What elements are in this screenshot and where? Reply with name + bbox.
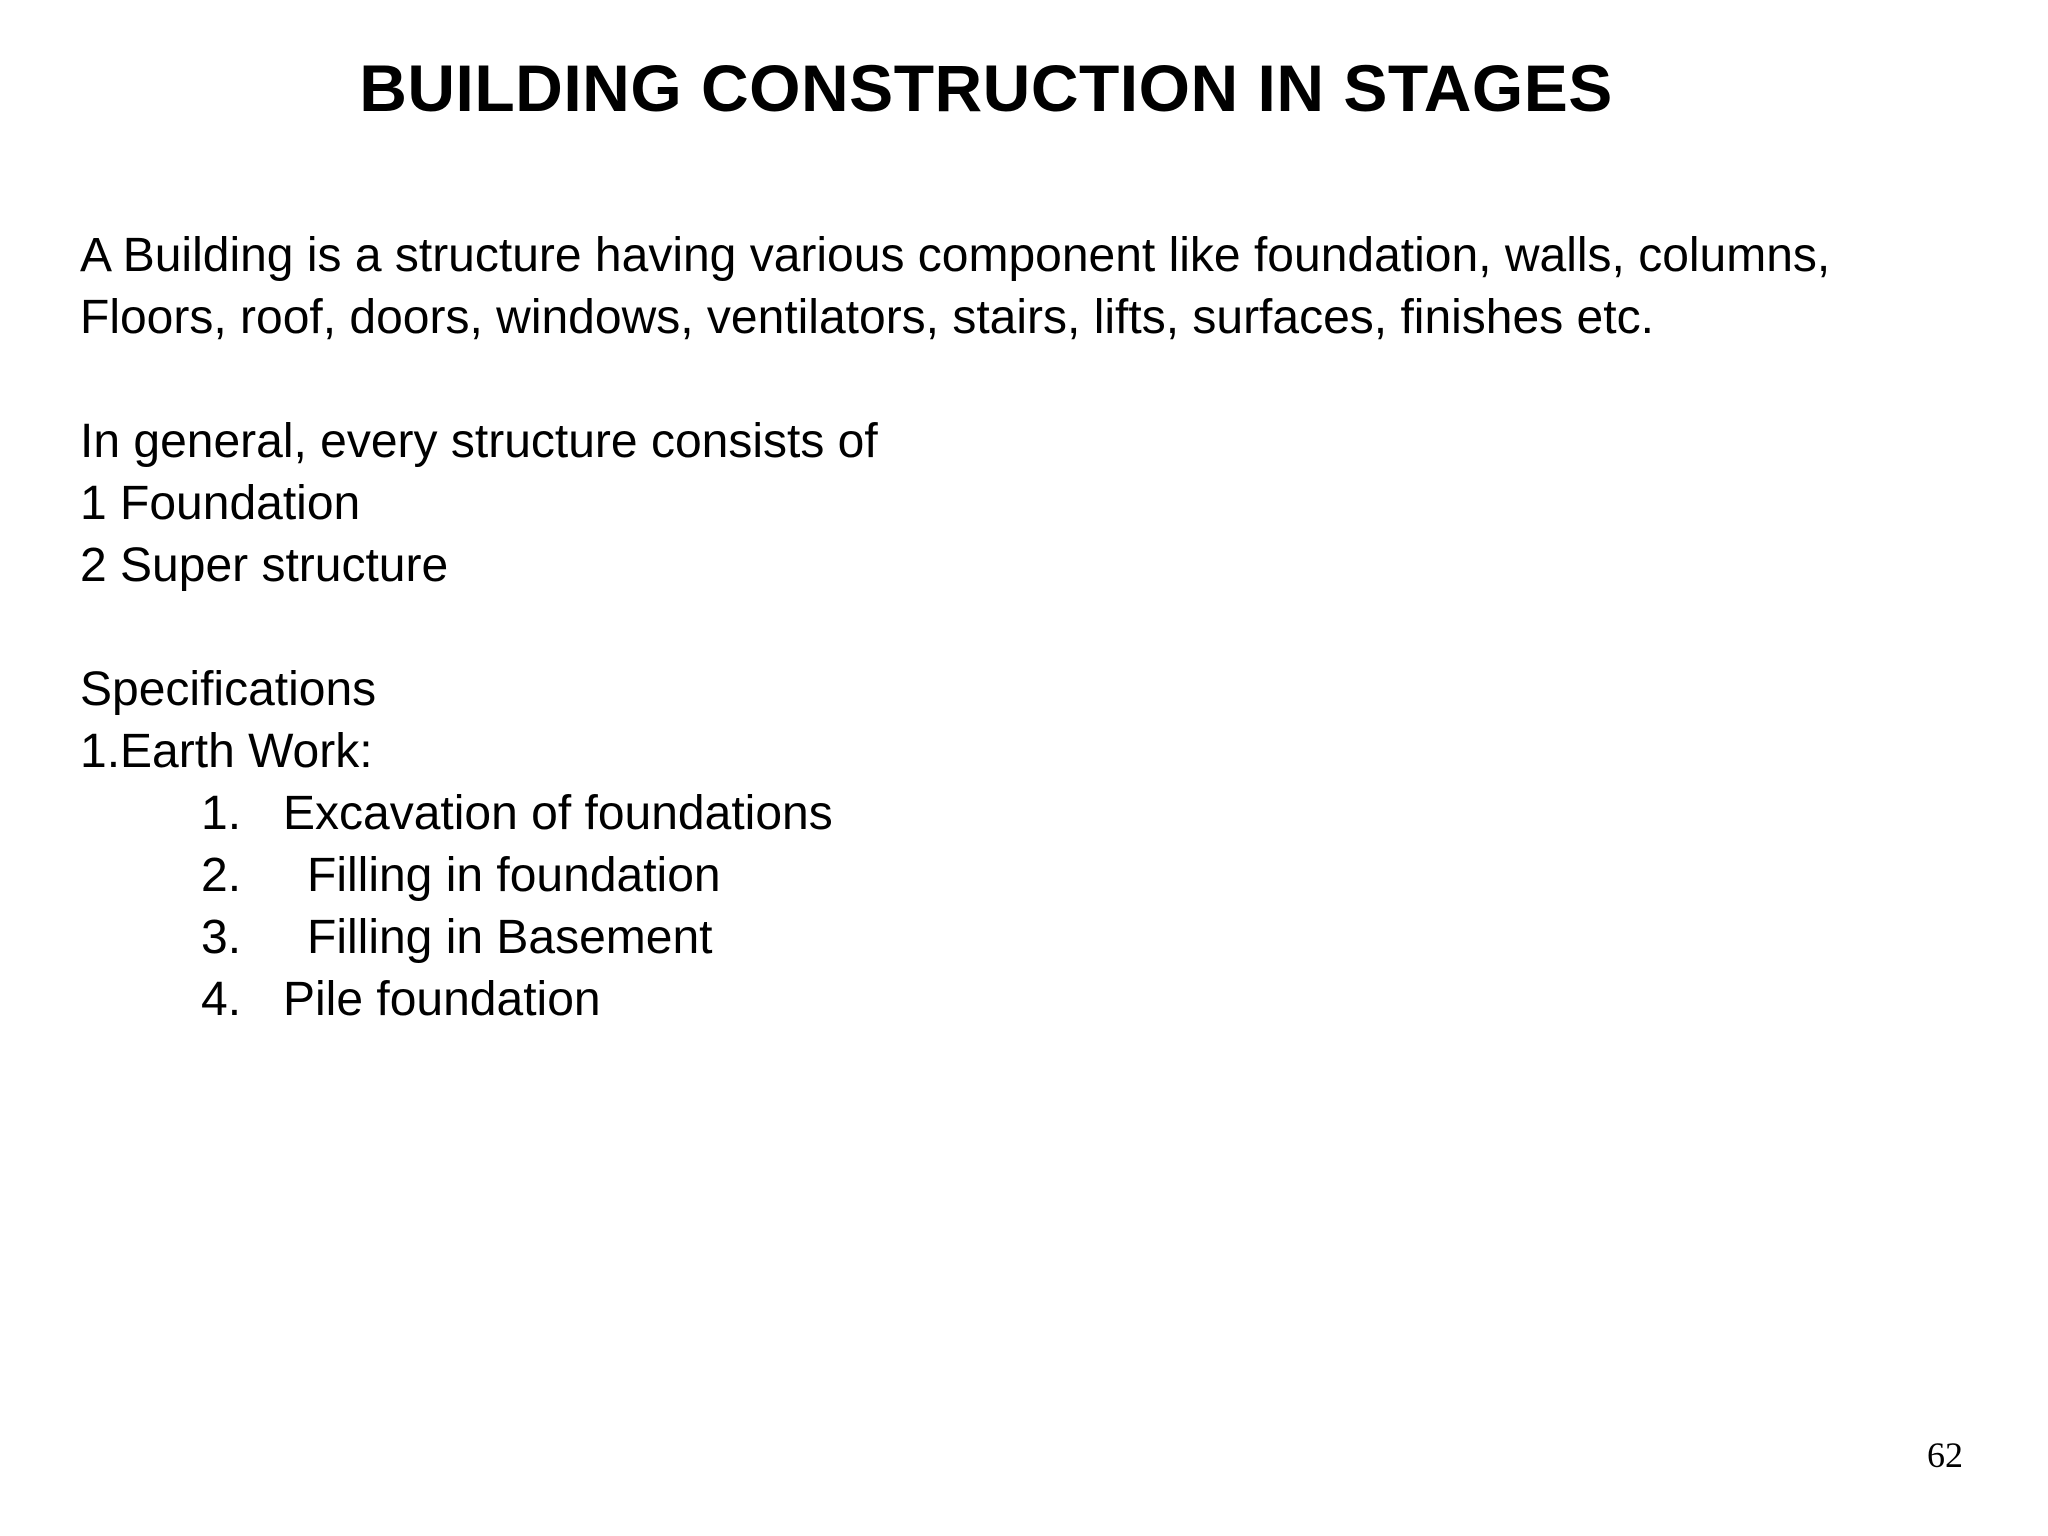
general-lead: In general, every structure consists of xyxy=(80,415,878,468)
spacer xyxy=(80,349,1980,411)
list-item-text: Filling in foundation xyxy=(307,849,721,902)
list-item-text: Filling in Basement xyxy=(307,911,713,964)
list-item-number: 3. xyxy=(201,911,242,964)
page-number: 62 xyxy=(1927,1435,1963,1475)
list-item-text: Pile foundation xyxy=(283,973,601,1026)
list-item-text: Excavation of foundations xyxy=(283,787,833,840)
list-item xyxy=(80,845,1980,907)
earth-work-subheading: 1.Earth Work: xyxy=(80,725,373,778)
list-item-number: 4. xyxy=(201,973,242,1026)
list-item-number: 2. xyxy=(201,849,242,902)
slide-body xyxy=(80,225,1980,1031)
list-item xyxy=(80,969,1980,1031)
list-item-number: 1. xyxy=(201,787,242,840)
general-item-foundation: 1 Foundation xyxy=(80,477,361,530)
slide-title: BUILDING CONSTRUCTION IN STAGES xyxy=(359,51,1613,125)
general-item-super-structure: 2 Super structure xyxy=(80,539,449,592)
specifications-heading: Specifications xyxy=(80,663,377,716)
intro-line-1: A Building is a structure having various component like foundation, walls, columns, xyxy=(80,229,1831,282)
list-item xyxy=(80,907,1980,969)
spacer xyxy=(80,597,1980,659)
intro-line-2: Floors, roof, doors, windows, ventilators, stairs, lifts, surfaces, finishes etc. xyxy=(80,291,1654,344)
list-item xyxy=(80,783,1980,845)
